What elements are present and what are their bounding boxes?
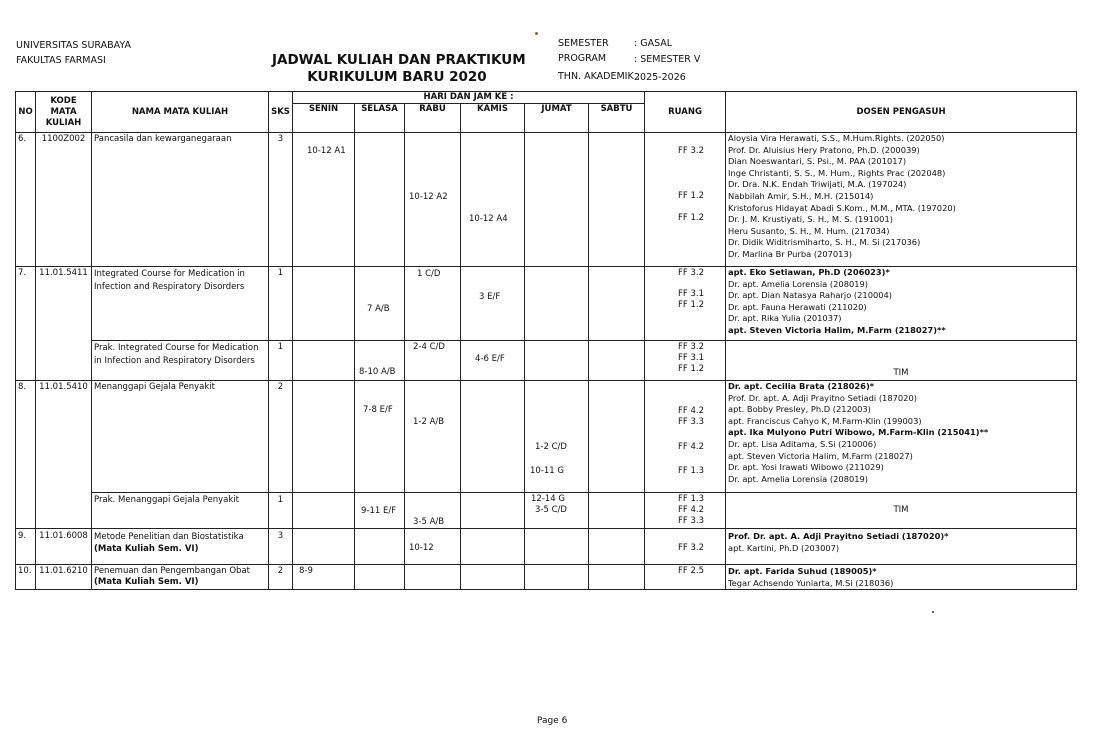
selasa-slot bbox=[355, 529, 405, 565]
page-number: Page 6 bbox=[537, 716, 568, 726]
row-dosen: TIM bbox=[726, 341, 1077, 381]
row-no: 6. bbox=[16, 133, 36, 267]
row-sks: 2 bbox=[269, 381, 293, 493]
university-name: UNIVERSITAS SURABAYA bbox=[16, 40, 131, 51]
selasa-slot: 7 A/B bbox=[355, 267, 405, 341]
row-dosen: Dr. apt. Farida Suhud (189005)* Tegar Achsendo Yuniarta, M.Si (218036) bbox=[726, 565, 1077, 590]
senin-slot bbox=[293, 267, 355, 341]
jumat-slot: 1-2 C/D 10-11 G bbox=[525, 381, 589, 493]
senin-slot bbox=[293, 341, 355, 381]
kamis-slot bbox=[461, 565, 525, 590]
row-sks: 3 bbox=[269, 529, 293, 565]
table-row bbox=[16, 493, 1077, 529]
selasa-slot bbox=[355, 565, 405, 590]
row-no: 9. bbox=[16, 529, 36, 565]
col-sabtu: SABTU bbox=[589, 104, 645, 133]
senin-slot bbox=[293, 529, 355, 565]
row-kode: 1100Z002 bbox=[36, 133, 92, 267]
jumat-slot bbox=[525, 341, 589, 381]
selasa-slot: 9-11 E/F bbox=[355, 493, 405, 529]
row-nama: Pancasila dan kewarganegaraan bbox=[92, 133, 269, 267]
col-kode: KODE MATA KULIAH bbox=[36, 92, 92, 133]
senin-slot: 8-9 bbox=[293, 565, 355, 590]
col-selasa: SELASA bbox=[355, 104, 405, 133]
semester-value: : GASAL bbox=[634, 38, 673, 49]
title-line-1: JADWAL KULIAH DAN PRAKTIKUM bbox=[272, 52, 526, 68]
row-ruang: FF 4.2 FF 3.3 FF 4.2 FF 1.3 bbox=[645, 381, 726, 493]
rabu-slot: 1-2 A/B bbox=[405, 381, 461, 493]
sabtu-slot bbox=[589, 565, 645, 590]
kamis-slot: 3 E/F bbox=[461, 267, 525, 341]
sabtu-slot bbox=[589, 381, 645, 493]
table-row bbox=[16, 133, 1077, 267]
row-ruang: FF 3.2 FF 1.2 FF 1.2 bbox=[645, 133, 726, 267]
jumat-slot bbox=[525, 267, 589, 341]
academic-year-label: THN. AKADEMIK : bbox=[558, 71, 640, 82]
row-ruang: FF 3.2 bbox=[645, 529, 726, 565]
senin-slot: 10-12 A1 bbox=[293, 133, 355, 267]
rabu-slot: 10-12 A2 bbox=[405, 133, 461, 267]
table-row bbox=[16, 381, 1077, 493]
row-kode: 11.01.6210 bbox=[36, 565, 92, 590]
program-label: PROGRAM bbox=[558, 53, 607, 64]
sabtu-slot bbox=[589, 341, 645, 381]
stray-mark bbox=[535, 32, 538, 35]
kamis-slot bbox=[461, 381, 525, 493]
selasa-slot bbox=[355, 133, 405, 267]
row-sks: 1 bbox=[269, 493, 293, 529]
kamis-slot: 4-6 E/F bbox=[461, 341, 525, 381]
row-no: 8. bbox=[16, 381, 36, 529]
row-no: 7. bbox=[16, 267, 36, 381]
sabtu-slot bbox=[589, 529, 645, 565]
row-dosen: apt. Eko Setiawan, Ph.D (206023)* Dr. apt. Amelia Lorensia (208019) Dr. apt. Dian Natasya Raharjo (210004) Dr. apt. Fauna Herawati (211020) Dr. apt. Rika Yulia (201037) apt. Steven Victoria Halim, M.Farm (218027)** bbox=[726, 267, 1077, 341]
row-nama: Prak. Menanggapi Gejala Penyakit bbox=[92, 493, 269, 529]
rabu-slot: 1 C/D bbox=[405, 267, 461, 341]
row-dosen: Dr. apt. Cecilia Brata (218026)* Prof. Dr. apt. A. Adji Prayitno Setiadi (187020) apt. Bobby Presley, Ph.D (212003) apt. Franciscus Cahyo K, M.Farm-Klin (199003) apt. Ika Mulyono Putri Wibowo, M.Farm-Klin (215041)** Dr. apt. Lisa Aditama, S.Si (210006) apt. Steven Victoria Halim, M.Farm (218027) Dr. apt. Yosi Irawati Wibowo (211029) Dr. apt. Amelia Lorensia (208019) bbox=[726, 381, 1077, 493]
senin-slot bbox=[293, 493, 355, 529]
rabu-slot: 2-4 C/D bbox=[405, 341, 461, 381]
table-row bbox=[16, 529, 1077, 565]
selasa-slot: 8-10 A/B bbox=[355, 341, 405, 381]
senin-slot bbox=[293, 381, 355, 493]
jumat-slot bbox=[525, 565, 589, 590]
rabu-slot: 3-5 A/B bbox=[405, 493, 461, 529]
academic-year-value: 2025-2026 bbox=[634, 72, 686, 83]
kamis-slot: 10-12 A4 bbox=[461, 133, 525, 267]
col-dosen: DOSEN PENGASUH bbox=[726, 92, 1077, 133]
col-jumat: JUMAT bbox=[525, 104, 589, 133]
faculty-name: FAKULTAS FARMASI bbox=[16, 55, 106, 66]
row-ruang: FF 1.3 FF 4.2 FF 3.3 bbox=[645, 493, 726, 529]
col-no: NO bbox=[16, 92, 36, 133]
row-sks: 3 bbox=[269, 133, 293, 267]
col-hari: HARI DAN JAM KE : bbox=[293, 92, 645, 104]
table-row bbox=[16, 267, 1077, 341]
schedule-table bbox=[15, 91, 1077, 590]
row-dosen: Prof. Dr. apt. A. Adji Prayitno Setiadi (187020)* apt. Kartini, Ph.D (203007) bbox=[726, 529, 1077, 565]
row-dosen: TIM bbox=[726, 493, 1077, 529]
sabtu-slot bbox=[589, 133, 645, 267]
kamis-slot bbox=[461, 493, 525, 529]
sabtu-slot bbox=[589, 267, 645, 341]
col-senin: SENIN bbox=[293, 104, 355, 133]
kamis-slot bbox=[461, 529, 525, 565]
row-sks: 1 bbox=[269, 267, 293, 341]
row-ruang: FF 3.2 FF 3.1 FF 1.2 bbox=[645, 341, 726, 381]
header-row-1 bbox=[16, 92, 1077, 104]
row-no: 10. bbox=[16, 565, 36, 590]
table-row bbox=[16, 341, 1077, 381]
selasa-slot: 7-8 E/F bbox=[355, 381, 405, 493]
program-value: : SEMESTER V bbox=[634, 54, 701, 65]
jumat-slot bbox=[525, 529, 589, 565]
row-nama: Menanggapi Gejala Penyakit bbox=[92, 381, 269, 493]
col-nama: NAMA MATA KULIAH bbox=[92, 92, 269, 133]
row-ruang: FF 2.5 bbox=[645, 565, 726, 590]
row-nama: Metode Penelitian dan Biostatistika (Mata Kuliah Sem. VI) bbox=[92, 529, 269, 565]
col-rabu: RABU bbox=[405, 104, 461, 133]
sabtu-slot bbox=[589, 493, 645, 529]
row-kode: 11.01.5411 bbox=[36, 267, 92, 381]
row-ruang: FF 3.2 FF 3.1 FF 1.2 bbox=[645, 267, 726, 341]
stray-mark bbox=[932, 611, 934, 613]
jumat-slot bbox=[525, 133, 589, 267]
col-kamis: KAMIS bbox=[461, 104, 525, 133]
row-nama: Integrated Course for Medication in Infection and Respiratory Disorders bbox=[92, 267, 269, 341]
jumat-slot: 12-14 G 3-5 C/D bbox=[525, 493, 589, 529]
col-sks: SKS bbox=[269, 92, 293, 133]
page-title bbox=[272, 52, 526, 86]
row-sks: 1 bbox=[269, 341, 293, 381]
row-dosen: Aloysia Vira Herawati, S.S., M.Hum.Rights. (202050) Prof. Dr. Aluisius Hery Pratono, Ph.D. (200039) Dian Noeswantari, S. Psi., M. PAA (201017) Inge Christanti, S. S., M. Hum., Rights Prac (202048) Dr. Dra. N.K. Endah Triwijati, M.A. (197024) Nabbilah Amir, S.H., M.H. (215014) Kristoforus Hidayat Abadi S.Kom., M.M., MTA. (197020) Dr. J. M. Krustiyati, S. H., M. S. (191001) Heru Susanto, S. H., M. Hum. (217034) Dr. Didik Widitrismiharto, S. H., M. Si (217036) Dr. Marlina Br Purba (207013) bbox=[726, 133, 1077, 267]
row-kode: 11.01.5410 bbox=[36, 381, 92, 529]
row-kode: 11.01.6008 bbox=[36, 529, 92, 565]
row-nama: Penemuan dan Pengembangan Obat (Mata Kuliah Sem. VI) bbox=[92, 565, 269, 590]
rabu-slot bbox=[405, 565, 461, 590]
row-sks: 2 bbox=[269, 565, 293, 590]
rabu-slot: 10-12 bbox=[405, 529, 461, 565]
row-nama: Prak. Integrated Course for Medication in Infection and Respiratory Disorders bbox=[92, 341, 269, 381]
table-row bbox=[16, 565, 1077, 590]
title-line-2: KURIKULUM BARU 2020 bbox=[307, 69, 487, 85]
semester-label: SEMESTER bbox=[558, 38, 609, 49]
col-ruang: RUANG bbox=[645, 92, 726, 133]
